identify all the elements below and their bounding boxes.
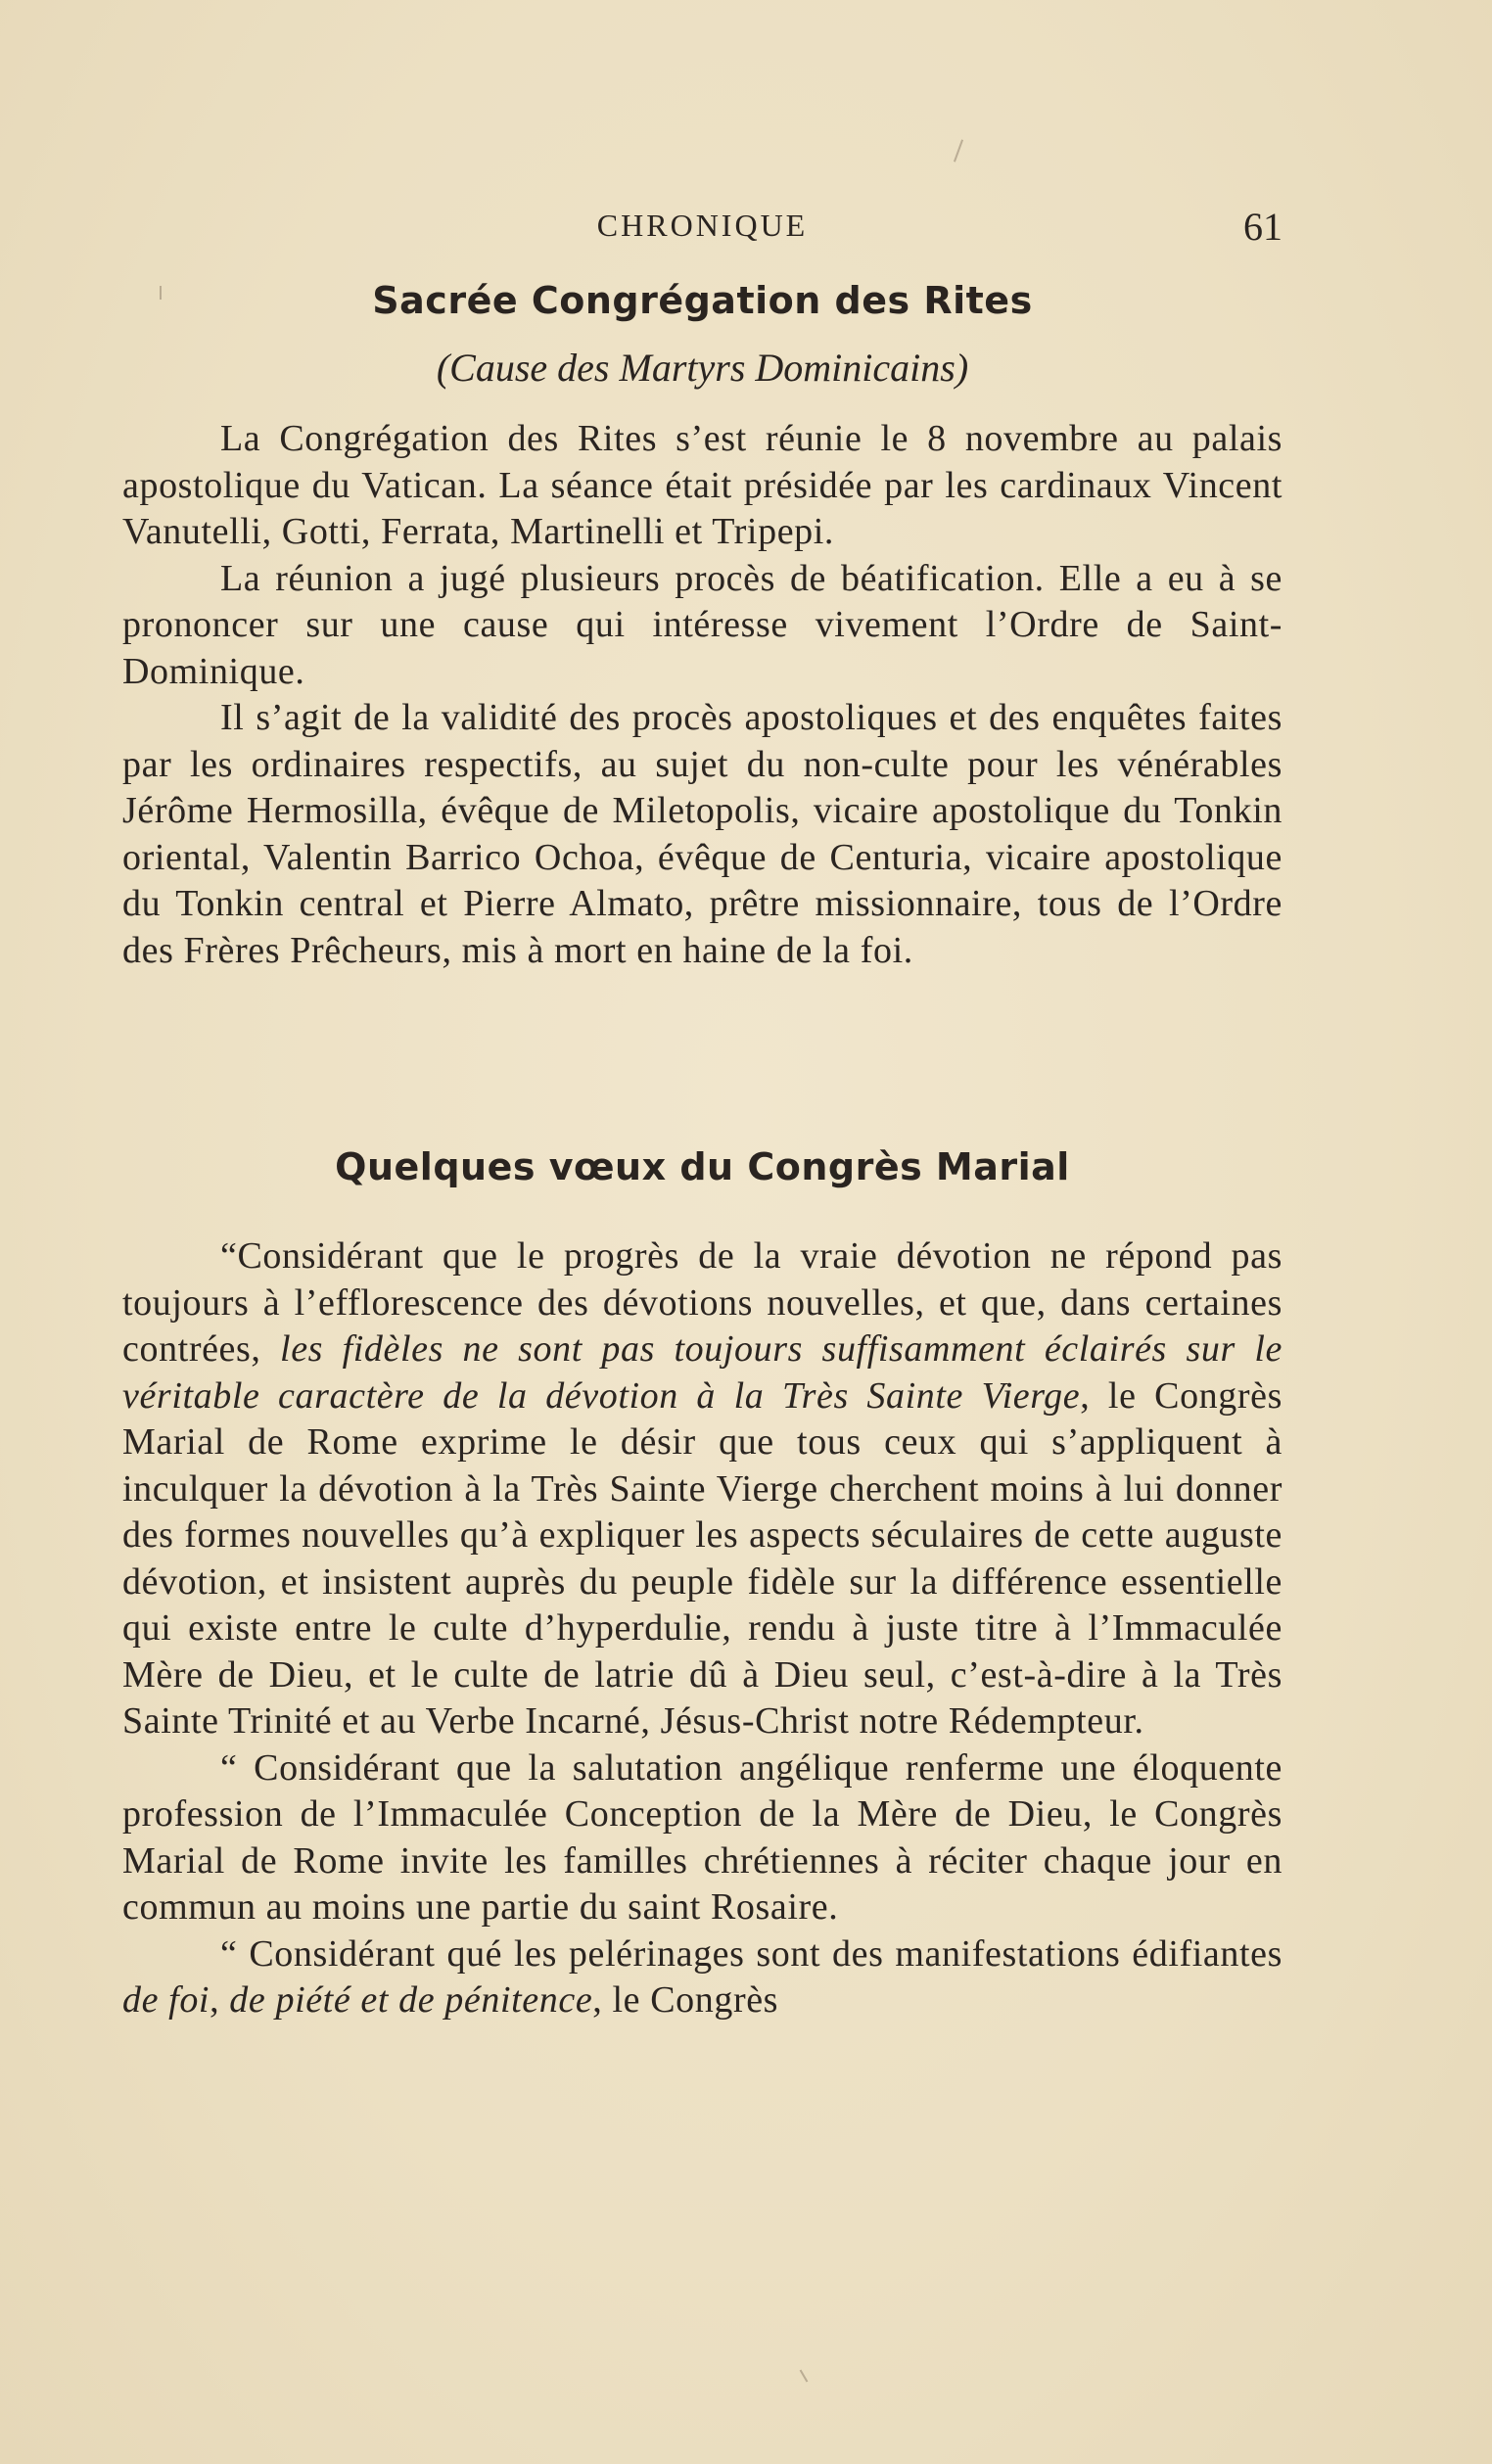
stray-mark <box>800 2369 809 2382</box>
section-body-rites <box>122 416 1282 974</box>
text-run: , le Congrès Marial de Rome exprime le désir que tous ceux qui s’appliquent à inculquer la dévotion à la Très Sainte Vierge cherchent moins à lui donner des formes nouvelles qu’à expliquer les aspects séculaires de cette auguste dévotion, et insistent auprès du peuple fidèle sur la différence essentielle qui existe entre le culte d’hyperdulie, rendu à juste titre à l’Immaculée Mère de Dieu, et le culte de latrie dû à Dieu seul, c’est-à-dire à la Très Sainte Trinité et au Verbe Incarné, Jésus-Christ notre Rédempteur. <box>122 1374 1282 1742</box>
paragraph: La réunion a jugé plusieurs procès de béatification. Elle a eu à se prononcer sur une cause qui intéresse vivement l’Ordre de Saint-Dominique. <box>122 557 1282 692</box>
paragraph: Il s’agit de la validité des procès apostoliques et des enquêtes faites par les ordinaires respectifs, au sujet du non-culte pour les vénérables Jérôme Hermosilla, évêque de Miletopolis, vicaire apostolique du Tonkin oriental, Valentin Barrico Ochoa, évêque de Centuria, vicaire apostolique du Tonkin central et Pierre Almato, prêtre missionnaire, tous de l’Ordre des Frères Prêcheurs, mis à mort en haine de la foi. <box>122 697 1282 971</box>
italic-run: les fidèles ne sont pas toujours suffisamment éclairés sur le véritable caractère de la dévotion à la Très Sainte Vierge <box>122 1328 1282 1417</box>
paragraph: La Congrégation des Rites s’est réunie le 8 novembre au palais apostolique du Vatican. La séance était présidée par les cardinaux Vincent Vanutelli, Gotti, Ferrata, Martinelli et Tripepi. <box>122 418 1282 552</box>
section-title-rites: Sacrée Congrégation des Rites <box>372 279 1033 322</box>
section-subtitle-rites: (Cause des Martyrs Dominicains) <box>436 346 969 390</box>
section-title-congres: Quelques vœux du Congrès Marial <box>335 1145 1070 1188</box>
paragraph <box>122 1233 1282 1745</box>
text-run: “ Considérant qué les pelérinages sont des manifestations édifiantes <box>220 1932 1282 1975</box>
paragraph <box>122 1931 1282 2024</box>
text-run: , le Congrès <box>592 1979 779 2021</box>
page-number: 61 <box>1243 205 1282 249</box>
page-header <box>122 205 1282 249</box>
stray-mark <box>954 139 963 162</box>
section-body-congres <box>122 1233 1282 2024</box>
italic-run: de foi <box>122 1979 210 2021</box>
running-head: CHRONIQUE <box>596 208 809 243</box>
text-run: “Considérant que le progrès de la vraie dévotion ne répond pas toujours à l’efflorescence des dévotions nouvelles, et que, dans certaines contrées, <box>122 1235 1282 1370</box>
italic-run: de piété et de pénitence <box>229 1979 593 2021</box>
text-run: , <box>210 1979 230 2021</box>
paragraph: “ Considérant que la salutation angélique renferme une éloquente profession de l’Immaculée Conception de la Mère de Dieu, le Congrès Marial de Rome invite les familles chrétiennes à réciter chaque jour en commun au moins une partie du saint Rosaire. <box>122 1746 1282 1928</box>
